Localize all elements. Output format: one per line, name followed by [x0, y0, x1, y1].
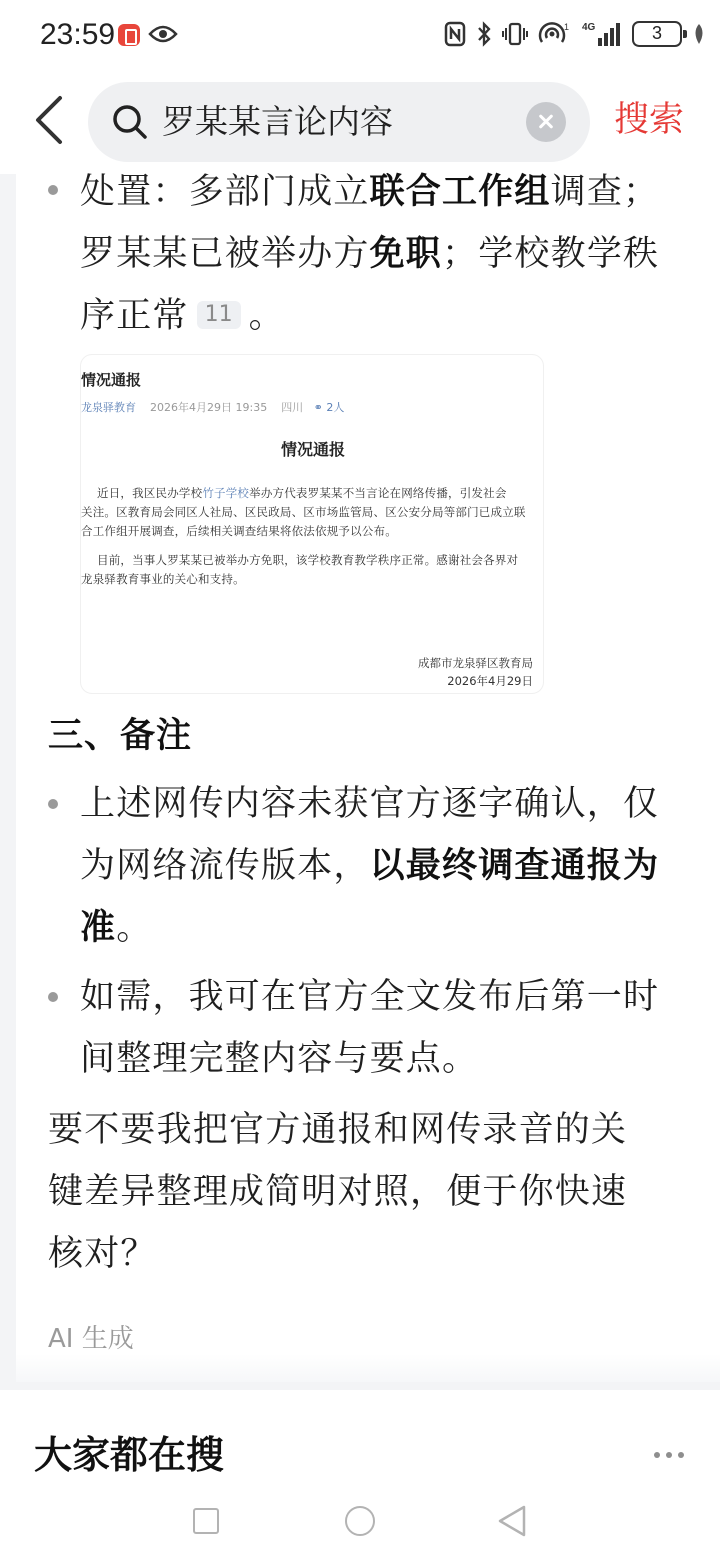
eye-icon — [148, 24, 178, 44]
closing-line3: 核对？ — [48, 1234, 157, 1274]
bullet2-line2 — [80, 835, 659, 897]
closing-line1: 要不要我把官方通报和网传录音的关 — [48, 1110, 628, 1150]
battery-icon: 3 — [632, 21, 682, 47]
notice-image-meta — [81, 399, 344, 415]
text-span: 为网络流传版本， — [80, 846, 370, 886]
trending-title: 大家都在搜 — [34, 1433, 225, 1477]
text-span: 罗某某已被举办方 — [80, 234, 370, 274]
text-span: 调查； — [550, 172, 660, 212]
bold-text: 免职 — [369, 234, 443, 274]
text-span: 处置：多部门成立 — [80, 172, 370, 212]
more-icon[interactable] — [654, 1452, 684, 1460]
bullet3-line1: 如需，我可在官方全文发布后第一时 — [80, 977, 660, 1017]
reference-badge[interactable]: 11 — [197, 301, 241, 329]
notice-sign-date: 2026年4月29日 — [447, 674, 533, 688]
clock: 23:59 — [40, 18, 116, 51]
bullet1-line1 — [80, 161, 659, 223]
back-arrow-icon[interactable] — [30, 94, 70, 146]
text-span: 。 — [116, 908, 153, 948]
notice-date: 2026年4月29日 19:35 — [150, 401, 268, 414]
hotspot-icon — [538, 20, 572, 48]
search-icon — [112, 104, 148, 140]
bullet2-line3 — [80, 897, 152, 959]
signal-4g-icon — [582, 20, 622, 48]
bold-text: 以最终调查通报为 — [369, 846, 660, 886]
bold-text: 联合工作组 — [369, 172, 551, 212]
clear-icon[interactable] — [526, 102, 566, 142]
status-bar — [0, 0, 720, 70]
system-icons — [444, 18, 706, 50]
notice-image-top-title: 情况通报 — [81, 371, 142, 389]
vibrate-icon — [502, 21, 528, 47]
text-span: 。 — [248, 296, 285, 336]
notice-text: 近日，我区民办学校 — [97, 486, 203, 500]
ai-generated-label: AI 生成 — [48, 1324, 134, 1354]
notice-source: 龙泉驿教育 — [81, 401, 136, 414]
notice-title: 情况通报 — [280, 440, 345, 459]
bullet1-line2 — [80, 223, 659, 285]
home-icon[interactable] — [345, 1506, 375, 1536]
bullet-dot — [48, 185, 58, 195]
bold-text: 准 — [80, 908, 117, 948]
notice-text: 举办方代表罗某某不当言论在网络传播，引发社会 — [249, 486, 507, 500]
bullet-dot — [48, 992, 58, 1002]
notice-link: 竹子学校 — [202, 486, 250, 500]
ai-answer-card — [16, 174, 720, 1382]
notice-listeners: 2人 — [326, 401, 345, 414]
nav-back-icon[interactable] — [496, 1504, 528, 1538]
nfc-icon — [444, 21, 466, 47]
bullet1-line3 — [80, 285, 285, 347]
search-button[interactable]: 搜索 — [614, 100, 685, 140]
bluetooth-icon — [476, 20, 492, 48]
notice-line: 合工作组开展调查，后续相关调查结果将依法依规予以公布。 — [81, 524, 397, 538]
notice-line — [97, 485, 507, 501]
notice-location: 四川 — [281, 401, 304, 414]
notice-image[interactable] — [80, 354, 544, 694]
notice-line: 目前，当事人罗某某已被举办方免职，该学校教育教学秩序正常。感谢社会各界对 — [97, 553, 519, 567]
notice-line: 关注。区教育局会同区人社局、区民政局、区市场监管局、区公安分局等部门已成立联 — [81, 505, 526, 519]
system-nav-bar — [0, 1490, 720, 1560]
headphone-icon: ⚭ — [306, 401, 323, 414]
notice-line: 龙泉驿教育事业的关心和支持。 — [81, 572, 245, 586]
text-span: ；学校教学秩 — [442, 234, 660, 274]
leaf-icon — [692, 23, 706, 45]
hotspot-count: 1 — [564, 22, 570, 32]
text-span: 序正常 — [80, 296, 189, 336]
recording-icon — [118, 24, 140, 46]
bullet-dot — [48, 799, 58, 809]
bullet3-line2: 间整理完整内容与要点。 — [80, 1039, 479, 1079]
search-input[interactable]: 罗某某言论内容 — [162, 102, 393, 141]
section-heading: 三、备注 — [48, 716, 193, 756]
notice-sign-org: 成都市龙泉驿区教育局 — [418, 656, 533, 670]
search-box[interactable] — [88, 82, 590, 162]
closing-line2: 键差异整理成简明对照，便于你快速 — [48, 1172, 628, 1212]
network-label: 4G — [582, 22, 596, 33]
recent-apps-icon[interactable] — [193, 1508, 219, 1534]
search-header — [0, 70, 720, 174]
bullet2-line1: 上述网传内容未获官方逐字确认，仅 — [80, 784, 660, 824]
